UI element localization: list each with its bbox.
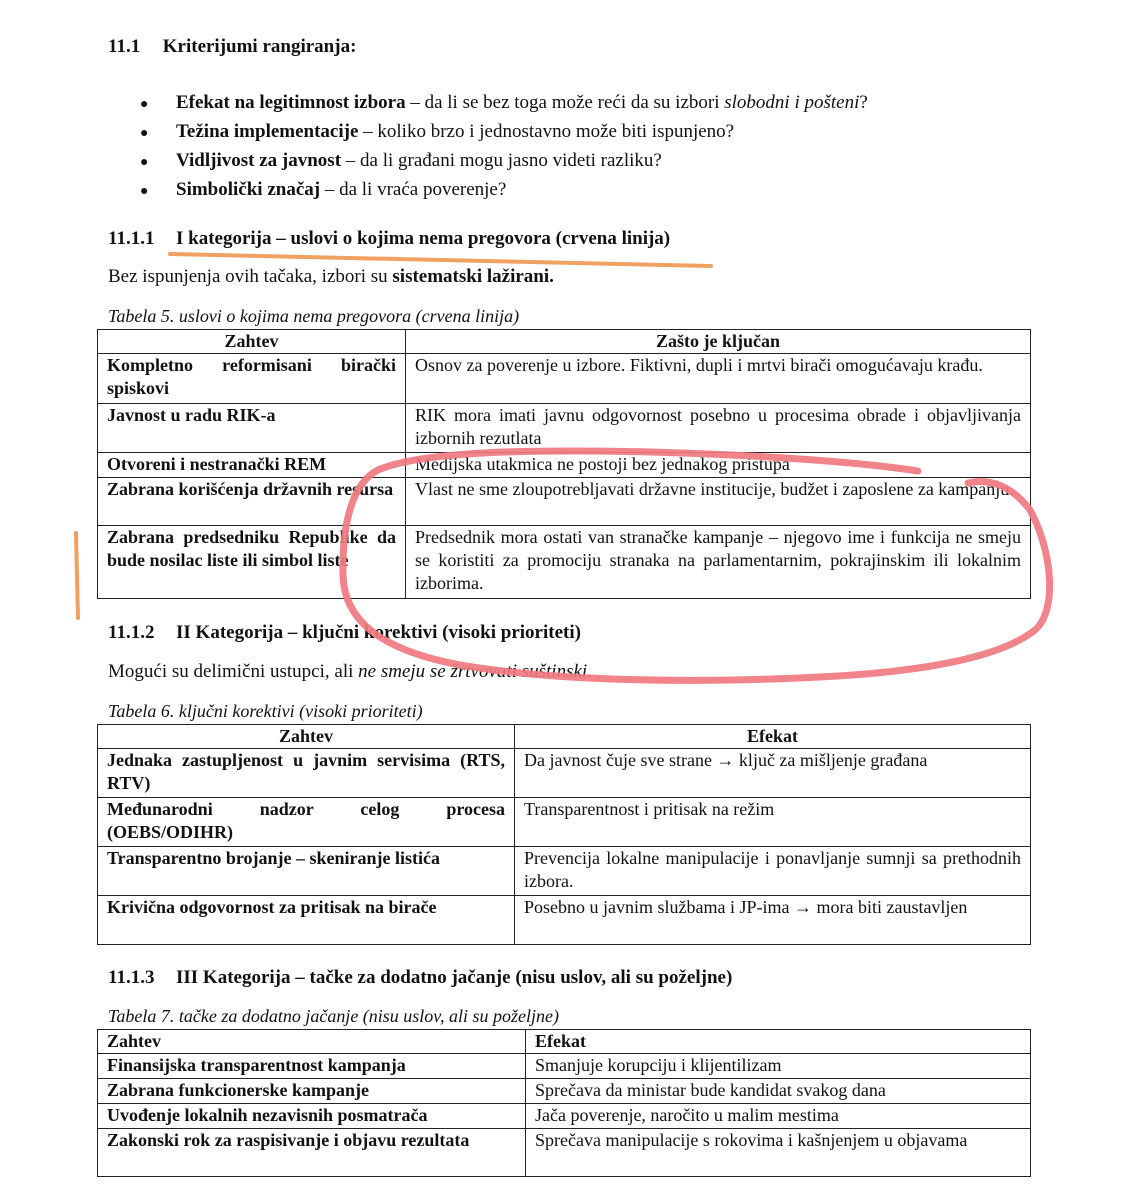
- section-number: 11.1: [108, 36, 141, 57]
- table-6: Zahtev Efekat Jednaka zastupljenost u javnim servisima (RTS, RTV) Da javnost čuje sve strane → ključ za mišljenje građana Međunarodni nadzor celog procesa (OEBS/ODIHR) Transparentnost i pritisak na režim Transparentno brojanje – skeniranje listića Prevencija lokalne manipulacije i ponavljanje sumnji sa prethodnih izbora. Krivična odgovornost za pritisak na birače Posebno u javnim službama i JP-ima → mora biti zaustavljen: [97, 724, 1031, 945]
- bullet-icon: ●: [140, 126, 149, 141]
- table-row: Transparentno brojanje – skeniranje listića Prevencija lokalne manipulacije i ponavljanje sumnji sa prethodnih izbora.: [98, 847, 1031, 896]
- list-item: ● Simbolički značaj – da li vraća poverenje?: [140, 175, 868, 204]
- orange-margin-mark: [76, 533, 78, 618]
- cat2-caption: Tabela 6. ključni korektivi (visoki prioriteti): [108, 701, 423, 721]
- bullet-icon: ●: [140, 155, 149, 170]
- list-item: ● Vidljivost za javnost – da li građani mogu jasno videti razliku?: [140, 146, 868, 175]
- table-row: Javnost u radu RIK-a RIK mora imati javnu odgovornost posebno u procesima obrade i objavljivanja izbornih rezutlata: [98, 404, 1031, 453]
- table-row: Zabrana korišćenja državnih resursa Vlast ne sme zloupotrebljavati državne institucije, budžet i zaposlene za kampanju.: [98, 478, 1031, 526]
- table-5: Zahtev Zašto je ključan Kompletno reformisani birački spiskovi Osnov za poverenje u izbore. Fiktivni, dupli i mrtvi birači omogućavaju krađu. Javnost u radu RIK-a RIK mora imati javnu odgovornost posebno u procesima obrade i objavljivanja izbornih rezutlata Otvoreni i nestranački REM Medijska utakmica ne postoji bez jednakog pristupa Zabrana korišćenja državnih resursa Vlast ne sme zloupotrebljavati državne institucije, budžet i zaposlene za kampanju. Zabrana predsedniku Republike da bude nosilac liste ili simbol liste Predsednik mora ostati van stranačke kampanje – njegovo ime i funkcija ne smeju se koristiti za promociju stranaka na parlamentarnim, pokrajinskim ili lokalnim izborima.: [97, 329, 1031, 599]
- cat3-heading: 11.1.3 III Kategorija – tačke za dodatno jačanje (nisu uslov, ali su poželjne): [108, 967, 733, 988]
- table-row: Jednaka zastupljenost u javnim servisima (RTS, RTV) Da javnost čuje sve strane → ključ za mišljenje građana: [98, 749, 1031, 798]
- orange-underline: [170, 254, 711, 266]
- cat1-heading: 11.1.1 I kategorija – uslovi o kojima nema pregovora (crvena linija): [108, 228, 671, 249]
- table-row: Zakonski rok za raspisivanje i objavu rezultata Sprečava manipulacije s rokovima i kašnjenjem u objavama: [98, 1129, 1031, 1177]
- cat1-intro: Bez ispunjenja ovih tačaka, izbori su sistematski lažirani.: [108, 266, 554, 287]
- criteria-list: [140, 88, 868, 204]
- table-row: Zabrana funkcionerske kampanje Sprečava da ministar bude kandidat svakog dana: [98, 1079, 1031, 1104]
- table-7: Zahtev Efekat Finansijska transparentnost kampanja Smanjuje korupciju i klijentilizam Zabrana funkcionerske kampanje Sprečava da ministar bude kandidat svakog dana Uvođenje lokalnih nezavisnih posmatrača Jača poverenje, naročito u malim mestima Zakonski rok za raspisivanje i objavu rezultata Sprečava manipulacije s rokovima i kašnjenjem u objavama: [97, 1029, 1031, 1177]
- cat3-caption: Tabela 7. tačke za dodatno jačanje (nisu uslov, ali su poželjne): [108, 1006, 559, 1026]
- table-row: Finansijska transparentnost kampanja Smanjuje korupciju i klijentilizam: [98, 1054, 1031, 1079]
- list-item: ● Efekat na legitimnost izbora – da li se bez toga može reći da su izbori slobodni i pošteni?: [140, 88, 868, 117]
- bullet-icon: ●: [140, 184, 149, 199]
- bullet-icon: ●: [140, 97, 149, 112]
- table-row: Otvoreni i nestranački REM Medijska utakmica ne postoji bez jednakog pristupa: [98, 453, 1031, 478]
- list-item: ● Težina implementacije – koliko brzo i jednostavno može biti ispunjeno?: [140, 117, 868, 146]
- table-row: Međunarodni nadzor celog procesa (OEBS/ODIHR) Transparentnost i pritisak na režim: [98, 798, 1031, 847]
- table-row: Kompletno reformisani birački spiskovi Osnov za poverenje u izbore. Fiktivni, dupli i mrtvi birači omogućavaju krađu.: [98, 354, 1031, 404]
- section-heading: [108, 36, 356, 58]
- section-title: Kriterijumi rangiranja:: [162, 36, 357, 57]
- cat2-intro: Mogući su delimični ustupci, ali ne smeju se žrtvovati suštinski.: [108, 661, 592, 682]
- table-row: Uvođenje lokalnih nezavisnih posmatrača Jača poverenje, naročito u malim mestima: [98, 1104, 1031, 1129]
- table-row: Krivična odgovornost za pritisak na birače Posebno u javnim službama i JP-ima → mora biti zaustavljen: [98, 896, 1031, 945]
- table-row: Zabrana predsedniku Republike da bude nosilac liste ili simbol liste Predsednik mora ostati van stranačke kampanje – njegovo ime i funkcija ne smeju se koristiti za promociju stranaka na parlamentarnim, pokrajinskim ili lokalnim izborima.: [98, 526, 1031, 599]
- cat2-heading: 11.1.2 II Kategorija – ključni korektivi (visoki prioriteti): [108, 622, 581, 643]
- cat1-caption: Tabela 5. uslovi o kojima nema pregovora (crvena linija): [108, 306, 520, 326]
